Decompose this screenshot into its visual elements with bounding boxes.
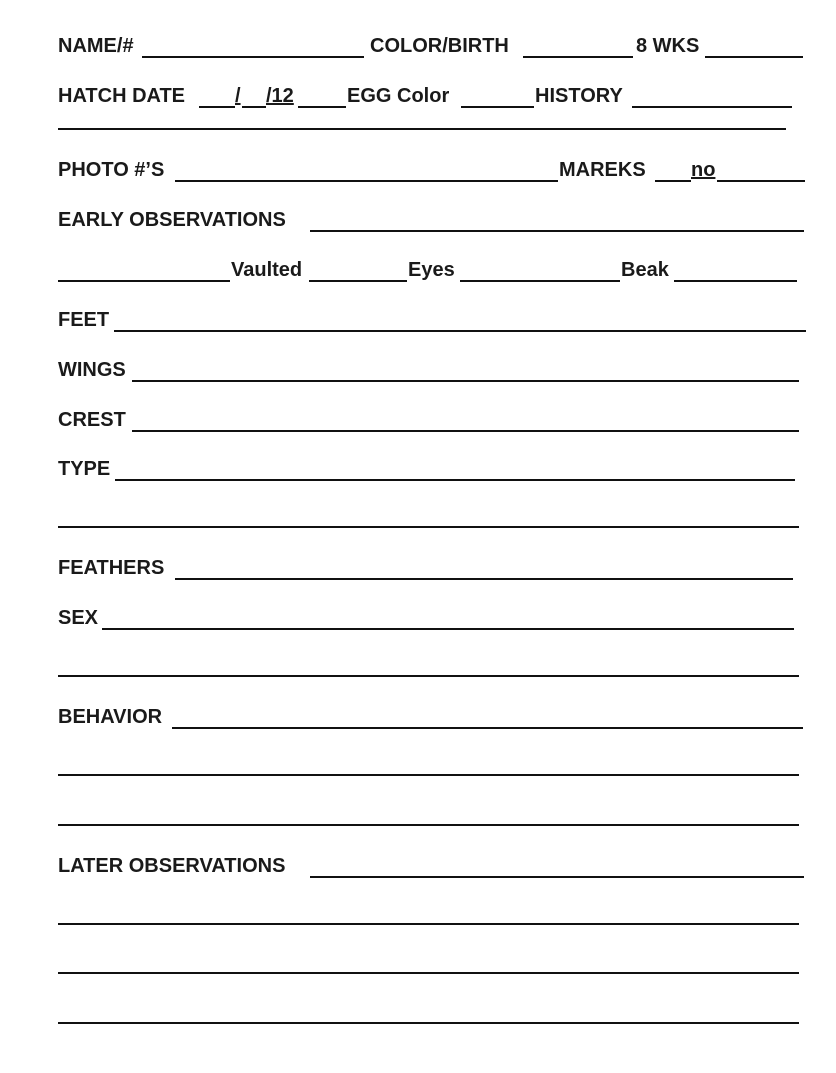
feathers-row [0,550,836,580]
later-observations-field[interactable] [310,876,804,878]
history-continuation-line[interactable] [58,128,786,130]
later-observations-line-2[interactable] [58,972,799,974]
egg-color-label: EGG Color [347,85,450,107]
feathers-label: FEATHERS [58,557,165,579]
vaulted-row [0,252,836,282]
history-field[interactable] [632,106,792,108]
crest-label: CREST [58,409,126,431]
beak-label: Beak [621,259,669,281]
early-observations-label: EARLY OBSERVATIONS [58,209,286,231]
egg-color-field[interactable] [461,106,534,108]
wings-label: WINGS [58,359,126,381]
hatch-date-separator: / [235,85,241,107]
sex-label: SEX [58,607,99,629]
name-row [0,28,836,58]
behavior-continuation-line-2[interactable] [58,824,799,826]
beak-field[interactable] [674,280,797,282]
behavior-field[interactable] [172,727,803,729]
eyes-label: Eyes [408,259,455,281]
later-observations-line-1[interactable] [58,923,799,925]
photos-row [0,152,836,182]
wings-row [0,352,836,382]
eyes-field[interactable] [460,280,620,282]
name-label: NAME/# [58,35,134,57]
photos-field[interactable] [175,180,558,182]
early-observations-field[interactable] [310,230,804,232]
vaulted-lead-field[interactable] [58,280,230,282]
history-label: HISTORY [535,85,623,107]
type-continuation-line[interactable] [58,526,799,528]
vaulted-label: Vaulted [231,259,303,281]
later-observations-line-3[interactable] [58,1022,799,1024]
sex-continuation-line[interactable] [58,675,799,677]
hatch-date-label: HATCH DATE [58,85,186,107]
wings-field[interactable] [132,380,799,382]
vaulted-field[interactable] [309,280,407,282]
feet-row [0,302,836,332]
eight-weeks-label: 8 WKS [636,35,700,57]
crest-field[interactable] [132,430,799,432]
photos-label: PHOTO #’S [58,159,165,181]
feathers-field[interactable] [175,578,793,580]
early-observations-row [0,202,836,232]
feet-label: FEET [58,309,110,331]
mareks-lead-field[interactable] [655,180,691,182]
later-observations-row [0,848,836,878]
name-field[interactable] [142,56,364,58]
type-field[interactable] [115,479,795,481]
mareks-trail-field[interactable] [717,180,805,182]
color-birth-field[interactable] [523,56,633,58]
behavior-continuation-line-1[interactable] [58,774,799,776]
feet-field[interactable] [114,330,806,332]
type-row [0,451,836,481]
mareks-label: MAREKS [559,159,646,181]
behavior-row [0,699,836,729]
eight-weeks-field[interactable] [705,56,803,58]
hatch-day-field[interactable] [242,106,266,108]
behavior-label: BEHAVIOR [58,706,163,728]
sex-row [0,600,836,630]
type-label: TYPE [58,458,111,480]
hatch-month-field[interactable] [199,106,235,108]
color-birth-label: COLOR/BIRTH [370,35,509,57]
hatch-year-value: /12 [266,85,294,107]
later-observations-label: LATER OBSERVATIONS [58,855,286,877]
hatch-year-field[interactable] [298,106,346,108]
crest-row [0,402,836,432]
sex-field[interactable] [102,628,794,630]
mareks-value: no [691,159,716,181]
hatch-row [0,78,836,108]
